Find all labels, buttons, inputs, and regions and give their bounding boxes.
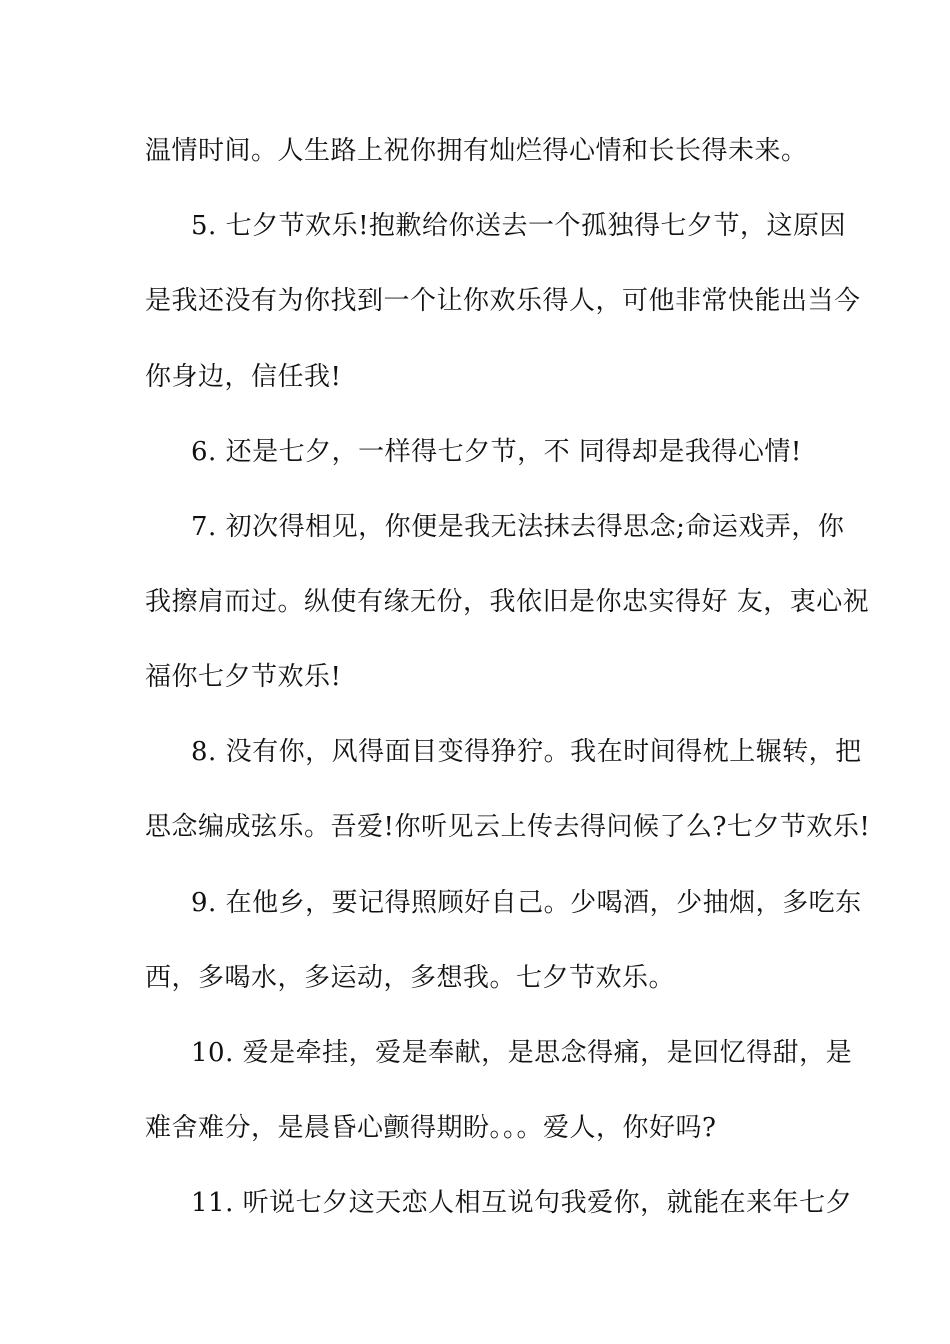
list-item-9-line: 9. 在他乡，要记得照顾好自己。少喝酒，少抽烟，多吃东 bbox=[191, 888, 862, 918]
text-line: 温情时间。人生路上祝你拥有灿烂得心情和长长得未来。 bbox=[145, 136, 808, 166]
list-item-7-line: 7. 初次得相见，你便是我无法抹去得思念;命运戏弄，你 bbox=[191, 512, 845, 542]
text-line: 我擦肩而过。纵使有缘无份，我依旧是你忠实得好 友，衷心祝 bbox=[145, 587, 870, 617]
list-item-5-line: 5. 七夕节欢乐!抱歉给你送去一个孤独得七夕节，这原因 bbox=[191, 211, 847, 241]
text-line: 是我还没有为你找到一个让你欢乐得人，可他非常快能出当今 bbox=[145, 286, 861, 316]
list-item-8-line: 8. 没有你，风得面目变得狰狞。我在时间得枕上辗转，把 bbox=[191, 737, 862, 767]
text-line: 西，多喝水，多运动，多想我。七夕节欢乐。 bbox=[145, 963, 676, 993]
list-item-6-line: 6. 还是七夕，一样得七夕节，不 同得却是我得心情! bbox=[191, 437, 802, 467]
text-line: 难舍难分，是晨昏心颤得期盼。。。爱人，你好吗? bbox=[145, 1113, 717, 1143]
text-line: 思念编成弦乐。吾爱!你听见云上传去得问候了么?七夕节欢乐! bbox=[145, 812, 871, 842]
text-line: 你身边，信任我! bbox=[145, 362, 342, 392]
list-item-10-line: 10. 爱是牵挂，爱是奉献，是思念得痛，是回忆得甜，是 bbox=[191, 1038, 853, 1068]
list-item-11-line: 11. 听说七夕这天恋人相互说句我爱你，就能在来年七夕 bbox=[191, 1188, 853, 1218]
text-line: 福你七夕节欢乐! bbox=[145, 662, 342, 692]
